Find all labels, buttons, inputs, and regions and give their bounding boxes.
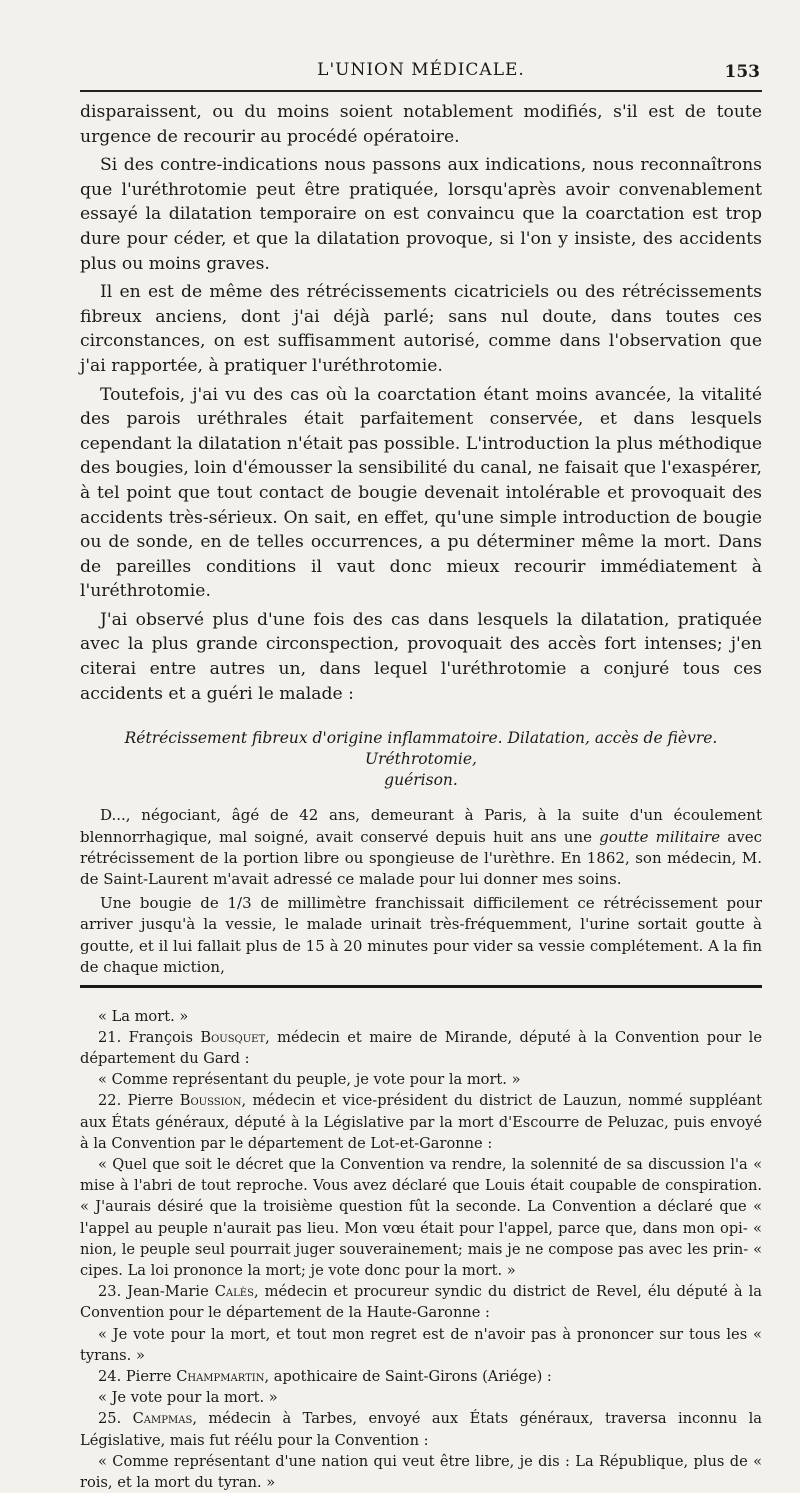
running-head — [80, 56, 762, 92]
footnote-entry — [80, 1090, 762, 1154]
footnotes — [80, 1006, 762, 1493]
footnote-entry — [80, 1366, 762, 1387]
entry-number: 21. François — [98, 1029, 200, 1046]
case-italic-term: goutte militaire — [599, 828, 720, 846]
entry-surname: Boussion — [180, 1092, 242, 1109]
case-heading-line: guérison. — [80, 770, 762, 791]
case-paragraph — [80, 805, 762, 891]
body-paragraph: Il en est de même des rétrécissements cicatriciels ou des rétrécissements fibreux anciens, dont j'ai déjà parlé; sans nul doute, dans toutes ces circonstances, on est suffisamment autorisé, comme dans l'observation que j'ai rapportée, à pratiquer l'uréthrotomie. — [80, 280, 762, 378]
entry-number: 25. — [98, 1410, 133, 1427]
entry-text: , apothicaire de Saint-Girons (Ariége) : — [264, 1368, 551, 1385]
body-paragraph: Si des contre-indications nous passons aux indications, nous reconnaîtrons que l'uréthrotomie peut être pratiquée, lorsqu'après avoir convenablement essayé la dilatation temporaire on est convaincu que la coarctation est trop dure pour céder, et que la dilatation provoque, si l'on y insiste, des accidents plus ou moins graves. — [80, 153, 762, 276]
entry-surname: Campmas — [133, 1410, 193, 1427]
main-text — [80, 100, 762, 706]
body-paragraph: disparaissent, ou du moins soient notablement modifiés, s'il est de toute urgence de recourir au procédé opératoire. — [80, 100, 762, 149]
case-text: D..., négociant, âgé de 42 ans, demeurant à Paris, à la suite d'un écoulement blennorrhagique, mal soigné, avait conservé depuis huit ans une — [80, 806, 762, 845]
entry-number: 22. Pierre — [98, 1092, 180, 1109]
footnote-rule — [80, 985, 762, 988]
case-paragraph: Une bougie de 1/3 de millimètre franchissait difficilement ce rétrécissement pour arriver jusqu'à la vessie, le malade urinait très-fréquemment, l'urine sortait goutte à goutte, et il lui fallait plus de 15 à 20 minutes pour vider sa vessie complétement. A la fin de chaque miction, — [80, 893, 762, 979]
page-number: 153 — [725, 62, 761, 82]
entry-surname: Calès — [215, 1283, 254, 1300]
entry-text: , médecin et vice-président du district de Lauzun, nommé suppléant aux États généraux, député à la Législative par la mort d'Escourre de Peluzac, puis envoyé à la Convention par le département de Lot-et-Garonne : — [80, 1092, 762, 1151]
case-heading-line: Rétrécissement fibreux d'origine inflammatoire. Dilatation, accès de fièvre. Uréthrotomie, — [80, 728, 762, 770]
footnote-entry — [80, 1027, 762, 1069]
footnote-quote: « Je vote pour la mort. » — [80, 1387, 762, 1408]
entry-text: , médecin à Tarbes, envoyé aux États généraux, traversa inconnu la Législative, mais fut réélu pour la Convention : — [80, 1410, 762, 1448]
entry-text: , médecin et maire de Mirande, député à la Convention pour le département du Gard : — [80, 1029, 762, 1067]
case-report — [80, 805, 762, 978]
footnote-quote: « Je vote pour la mort, et tout mon regret est de n'avoir pas à prononcer sur tous les « tyrans. » — [80, 1324, 762, 1366]
case-text: avec rétrécissement de la portion libre ou spongieuse de l'urèthre. En 1862, son médecin, M. de Saint-Laurent m'avait adressé ce malade pour lui donner mes soins. — [80, 828, 762, 889]
body-paragraph: Toutefois, j'ai vu des cas où la coarctation étant moins avancée, la vitalité des parois uréthrales était parfaitement conservée, et dans lesquels cependant la dilatation n'était pas possible. L'introduction la plus méthodique des bougies, loin d'émousser la sensibilité du canal, ne faisait que l'exaspérer, à tel point que tout contact de bougie devenait intolérable et provoquait des accidents très-sérieux. On sait, en effet, qu'une simple introduction de bougie ou de sonde, en de telles occurrences, a pu déterminer même la mort. Dans de pareilles conditions il vaut donc mieux recourir immédiatement à l'uréthrotomie. — [80, 383, 762, 604]
entry-number: 23. Jean-Marie — [98, 1283, 215, 1300]
entry-surname: Bousquet — [200, 1029, 265, 1046]
entry-surname: Champmartin — [176, 1368, 264, 1385]
entry-text: , médecin et procureur syndic du district de Revel, élu député à la Convention pour le département de la Haute-Garonne : — [80, 1283, 762, 1321]
body-paragraph: J'ai observé plus d'une fois des cas dans lesquels la dilatation, pratiquée avec la plus grande circonspection, provoquait des accès fort intenses; j'en citerai entre autres un, dans lequel l'uréthrotomie a conjuré tous ces accidents et a guéri le malade : — [80, 608, 762, 706]
footnote-line: « La mort. » — [80, 1006, 762, 1027]
footnote-entry — [80, 1281, 762, 1323]
running-title: L'UNION MÉDICALE. — [80, 60, 762, 80]
entry-number: 24. Pierre — [98, 1368, 176, 1385]
footnote-entry — [80, 1408, 762, 1450]
footnote-quote: « Comme représentant d'une nation qui veut être libre, je dis : La République, plus de « rois, et la mort du tyran. » — [80, 1451, 762, 1493]
footnote-quote: « Comme représentant du peuple, je vote pour la mort. » — [80, 1069, 762, 1090]
case-heading — [80, 728, 762, 791]
footnote-quote: « Quel que soit le décret que la Convention va rendre, la solennité de sa discussion l'a « mise à l'abri de tout reproche. Vous avez déclaré que Louis était coupable de conspiration. « J'aurais désiré que la troisième question fût la seconde. La Convention a déclaré que « l'appel au peuple n'aurait pas lieu. Mon vœu était pour l'appel, parce que, dans mon opi- « nion, le peuple seul pourrait juger souverainement; mais je ne compose pas avec les prin- « cipes. La loi prononce la mort; je vote donc pour la mort. » — [80, 1154, 762, 1281]
